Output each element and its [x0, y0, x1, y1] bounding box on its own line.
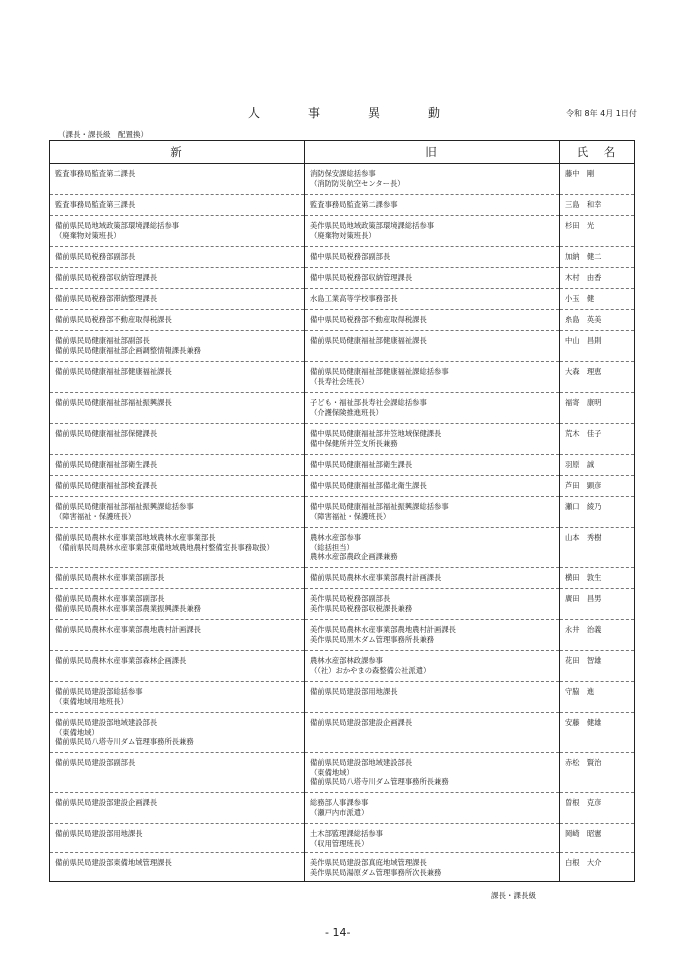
employee-name: 加納 健二	[565, 252, 602, 261]
cell-name	[560, 793, 635, 824]
cell-name	[560, 268, 635, 289]
new-position-line: 備前県民局健康福祉部福祉振興課長	[55, 398, 172, 407]
table-row	[50, 753, 635, 793]
new-position-line: 備前県民局農林水産事業部森林企画課長	[55, 656, 187, 665]
cell-name	[560, 164, 635, 195]
table-row	[50, 497, 635, 528]
cell-name	[560, 393, 635, 424]
cell-new	[50, 713, 305, 753]
new-position-line: 備前県民局地域政策部環境課総括参事	[55, 221, 180, 230]
document-title: 人 事 異 動	[248, 106, 459, 120]
new-position-line: （備前県民局農林水産事業部東備地域農地農村整備室長事務取扱）	[55, 542, 274, 552]
new-position-line: （廃棄物対策班長）	[55, 230, 121, 240]
new-position-line: 監査事務局監査第三課長	[55, 200, 136, 209]
new-position-line: 備前県民局税務部不動産取得税課長	[55, 315, 172, 324]
new-position-line: （障害福祉・保護班長）	[55, 511, 136, 521]
old-position-line: 備中県民局健康福祉部福祉振興課総括参事	[310, 502, 449, 511]
employee-name: 荒木 佳子	[565, 429, 602, 438]
cell-name	[560, 331, 635, 362]
old-position-line: 備前県民局八塔寺川ダム管理事務所長兼務	[310, 777, 449, 786]
cell-old	[305, 195, 560, 216]
employee-name: 木村 由香	[565, 273, 602, 282]
effective-date: 令和 8年 4月 1日付	[566, 109, 637, 118]
cell-new	[50, 682, 305, 713]
old-position-line: 美作県民局湯原ダム管理事務所次長兼務	[310, 867, 442, 877]
new-position-line: 備前県民局建設部地域建設部長	[55, 718, 158, 727]
new-position-line: 備前県民局八塔寺川ダム管理事務所長兼務	[55, 737, 194, 746]
cell-name	[560, 497, 635, 528]
old-position-line: 備中県民局税務部収納管理課長	[310, 273, 413, 282]
cell-old	[305, 362, 560, 393]
cell-old	[305, 424, 560, 455]
new-position-line: 備前県民局健康福祉部検査課長	[55, 481, 158, 490]
employee-name: 岡崎 昭憲	[565, 829, 602, 838]
footer-note: 課長・課長級	[491, 891, 536, 900]
old-position-line: 備中県民局健康福祉部井笠地域保健課長	[310, 429, 442, 438]
employee-name: 瀬口 綾乃	[565, 502, 602, 511]
cell-new	[50, 268, 305, 289]
cell-old	[305, 268, 560, 289]
employee-name: 永井 治義	[565, 625, 602, 634]
new-position-line: 備前県民局健康福祉部健康福祉課長	[55, 367, 172, 376]
cell-name	[560, 853, 635, 882]
old-position-line: 備前県民局建設部用地課長	[310, 687, 398, 696]
table-row	[50, 476, 635, 497]
new-position-line: （東備地域）	[55, 727, 99, 737]
new-position-line: 備前県民局健康福祉部副部長	[55, 336, 150, 345]
cell-name	[560, 589, 635, 620]
cell-name	[560, 310, 635, 331]
old-position-line: 美作県民局黒木ダム管理事務所長兼務	[310, 634, 435, 644]
cell-old	[305, 713, 560, 753]
old-position-line: 農林水産部林政課参事	[310, 656, 383, 665]
cell-old	[305, 853, 560, 882]
old-position-line: 土木部監理課総括参事	[310, 829, 383, 838]
cell-old	[305, 247, 560, 268]
employee-name: 大森 理恵	[565, 367, 602, 376]
cell-new	[50, 331, 305, 362]
table-row	[50, 568, 635, 589]
old-position-line: 備中県民局健康福祉部備北衛生課長	[310, 481, 427, 490]
new-position-line: 備前県民局健康福祉部衛生課長	[55, 460, 158, 469]
table-row	[50, 331, 635, 362]
table-header-row	[50, 141, 635, 164]
cell-old	[305, 620, 560, 651]
cell-new	[50, 620, 305, 651]
cell-name	[560, 424, 635, 455]
cell-new	[50, 247, 305, 268]
cell-old	[305, 528, 560, 568]
new-position-line: 監査事務局監査第二課長	[55, 169, 136, 178]
table-row	[50, 589, 635, 620]
table-row	[50, 651, 635, 682]
employee-name: 安藤 健雄	[565, 718, 602, 727]
cell-new	[50, 824, 305, 853]
old-position-line: （消防防災航空センター長）	[310, 178, 405, 188]
cell-old	[305, 216, 560, 247]
cell-new	[50, 497, 305, 528]
old-position-line: 農林水産部参事	[310, 533, 362, 542]
table-row	[50, 455, 635, 476]
cell-name	[560, 216, 635, 247]
old-position-line: （東備地域）	[310, 767, 354, 777]
cell-new	[50, 651, 305, 682]
new-position-line: （東備地域用地班長）	[55, 696, 128, 706]
cell-old	[305, 651, 560, 682]
employee-name: 羽原 誠	[565, 460, 595, 469]
cell-old	[305, 331, 560, 362]
old-position-line: （収用管理班長）	[310, 838, 369, 848]
table-row	[50, 620, 635, 651]
cell-new	[50, 455, 305, 476]
old-position-line: 美作県民局税務部収税課長兼務	[310, 603, 413, 613]
cell-old	[305, 497, 560, 528]
employee-name: 赤松 賢治	[565, 758, 602, 767]
table-row	[50, 824, 635, 853]
new-position-line: 備前県民局農林水産事業部農地農村計画課長	[55, 625, 201, 634]
employee-name: 杉田 光	[565, 221, 595, 230]
cell-name	[560, 476, 635, 497]
cell-new	[50, 289, 305, 310]
old-position-line: （障害福祉・保護班長）	[310, 511, 391, 521]
new-position-line: 備前県民局建設部用地課長	[55, 829, 143, 838]
old-position-line: 備中保健所井笠支所長兼務	[310, 438, 398, 448]
table-row	[50, 393, 635, 424]
old-position-line: （瀬戸内市派遣）	[310, 807, 369, 817]
old-position-line: 農林水産部農政企画課兼務	[310, 552, 398, 561]
cell-name	[560, 620, 635, 651]
table-row	[50, 424, 635, 455]
new-position-line: 備前県民局農林水産事業部地域農林水産事業部長	[55, 533, 216, 542]
old-position-line: 備中県民局税務部副部長	[310, 252, 391, 261]
employee-name: 曽根 克彦	[565, 798, 602, 807]
cell-name	[560, 362, 635, 393]
cell-new	[50, 528, 305, 568]
employee-name: 中山 昌則	[565, 336, 602, 345]
old-position-line: 美作県民局建設部真庭地域管理課長	[310, 858, 427, 867]
old-position-line: 子ども・福祉部長寿社会課総括参事	[310, 398, 427, 407]
cell-old	[305, 310, 560, 331]
cell-old	[305, 753, 560, 793]
cell-old	[305, 164, 560, 195]
new-position-line: 備前県民局税務部収納管理課長	[55, 273, 158, 282]
cell-name	[560, 289, 635, 310]
table-row	[50, 853, 635, 882]
employee-name: 藤中 剛	[565, 169, 595, 178]
table-row	[50, 164, 635, 195]
old-position-line: 美作県民局農林水産事業部農地農村計画課長	[310, 625, 456, 634]
table-row	[50, 268, 635, 289]
table-row	[50, 713, 635, 753]
cell-new	[50, 793, 305, 824]
cell-name	[560, 824, 635, 853]
cell-new	[50, 568, 305, 589]
new-position-line: 備前県民局建設部総括参事	[55, 687, 143, 696]
table-row	[50, 793, 635, 824]
employee-name: 守脇 進	[565, 687, 595, 696]
table-body	[50, 164, 635, 882]
cell-new	[50, 476, 305, 497]
old-position-line: 総務部人事課参事	[310, 798, 369, 807]
old-position-line: （長寿社会班長）	[310, 376, 369, 386]
cell-name	[560, 528, 635, 568]
table-row	[50, 682, 635, 713]
employee-name: 山本 秀樹	[565, 533, 602, 542]
old-position-line: （（社）おかやまの森整備公社派遣）	[310, 665, 431, 675]
cell-name	[560, 753, 635, 793]
header-new: 新	[50, 141, 305, 164]
employee-name: 芦田 顕彦	[565, 481, 602, 490]
employee-name: 廣田 昌男	[565, 594, 602, 603]
old-position-line: 備前県民局建設部建設企画課長	[310, 718, 413, 727]
cell-name	[560, 651, 635, 682]
employee-name: 小玉 健	[565, 294, 595, 303]
new-position-line: 備前県民局健康福祉部企画調整情報課長兼務	[55, 345, 201, 355]
cell-new	[50, 853, 305, 882]
cell-old	[305, 682, 560, 713]
cell-new	[50, 753, 305, 793]
cell-new	[50, 164, 305, 195]
old-position-line: 備前県民局健康福祉部健康福祉課長	[310, 336, 427, 345]
old-position-line: 美作県民局税務部副部長	[310, 594, 391, 603]
cell-new	[50, 310, 305, 331]
old-position-line: 備中県民局税務部不動産取得税課長	[310, 315, 427, 324]
page-number: - 14-	[325, 926, 351, 939]
new-position-line: 備前県民局農林水産事業部副部長	[55, 573, 165, 582]
table-row	[50, 289, 635, 310]
employee-name: 花田 智雄	[565, 656, 602, 665]
cell-name	[560, 247, 635, 268]
old-position-line: 備前県民局健康福祉部健康福祉課総括参事	[310, 367, 449, 376]
old-position-line: 備前県民局建設部地域建設部長	[310, 758, 413, 767]
cell-name	[560, 682, 635, 713]
table-row	[50, 362, 635, 393]
cell-old	[305, 793, 560, 824]
cell-new	[50, 393, 305, 424]
cell-name	[560, 195, 635, 216]
new-position-line: 備前県民局税務部滞納整理課長	[55, 294, 158, 303]
new-position-line: 備前県民局税務部副部長	[55, 252, 136, 261]
old-position-line: （介護保険推進班長）	[310, 407, 383, 417]
cell-old	[305, 476, 560, 497]
cell-new	[50, 195, 305, 216]
category-label: （課長・課長級 配置換）	[58, 130, 148, 139]
new-position-line: 備前県民局健康福祉部福祉振興課総括参事	[55, 502, 194, 511]
personnel-table	[49, 140, 635, 882]
employee-name: 糸島 英美	[565, 315, 602, 324]
cell-new	[50, 424, 305, 455]
old-position-line: 消防保安課総括参事	[310, 169, 376, 178]
employee-name: 三島 和幸	[565, 200, 602, 209]
old-position-line: 監査事務局監査第二課参事	[310, 200, 398, 209]
old-position-line: （総括担当）	[310, 542, 354, 552]
new-position-line: 備前県民局健康福祉部保健課長	[55, 429, 158, 438]
header-old: 旧	[305, 141, 560, 164]
new-position-line: 備前県民局農林水産事業部農業振興課長兼務	[55, 603, 201, 613]
employee-name: 白根 大介	[565, 858, 602, 867]
cell-old	[305, 824, 560, 853]
table-row	[50, 310, 635, 331]
old-position-line: 美作県民局地域政策部環境課総括参事	[310, 221, 435, 230]
cell-old	[305, 455, 560, 476]
table-row	[50, 528, 635, 568]
old-position-line: 備前県民局農林水産事業部農村計画課長	[310, 573, 442, 582]
cell-new	[50, 362, 305, 393]
employee-name: 横田 敦生	[565, 573, 602, 582]
old-position-line: 水島工業高等学校事務部長	[310, 294, 398, 303]
table-row	[50, 247, 635, 268]
table-row	[50, 195, 635, 216]
cell-old	[305, 393, 560, 424]
employee-name: 福寄 康明	[565, 398, 602, 407]
cell-old	[305, 589, 560, 620]
table-row	[50, 216, 635, 247]
old-position-line: 備中県民局健康福祉部衛生課長	[310, 460, 413, 469]
cell-name	[560, 713, 635, 753]
header-name: 氏 名	[560, 141, 635, 164]
cell-new	[50, 216, 305, 247]
new-position-line: 備前県民局農林水産事業部副部長	[55, 594, 165, 603]
cell-name	[560, 568, 635, 589]
cell-old	[305, 568, 560, 589]
cell-old	[305, 289, 560, 310]
new-position-line: 備前県民局建設部東備地域管理課長	[55, 858, 172, 867]
cell-new	[50, 589, 305, 620]
old-position-line: （廃棄物対策班長）	[310, 230, 376, 240]
new-position-line: 備前県民局建設部建設企画課長	[55, 798, 158, 807]
new-position-line: 備前県民局建設部副部長	[55, 758, 136, 767]
cell-name	[560, 455, 635, 476]
